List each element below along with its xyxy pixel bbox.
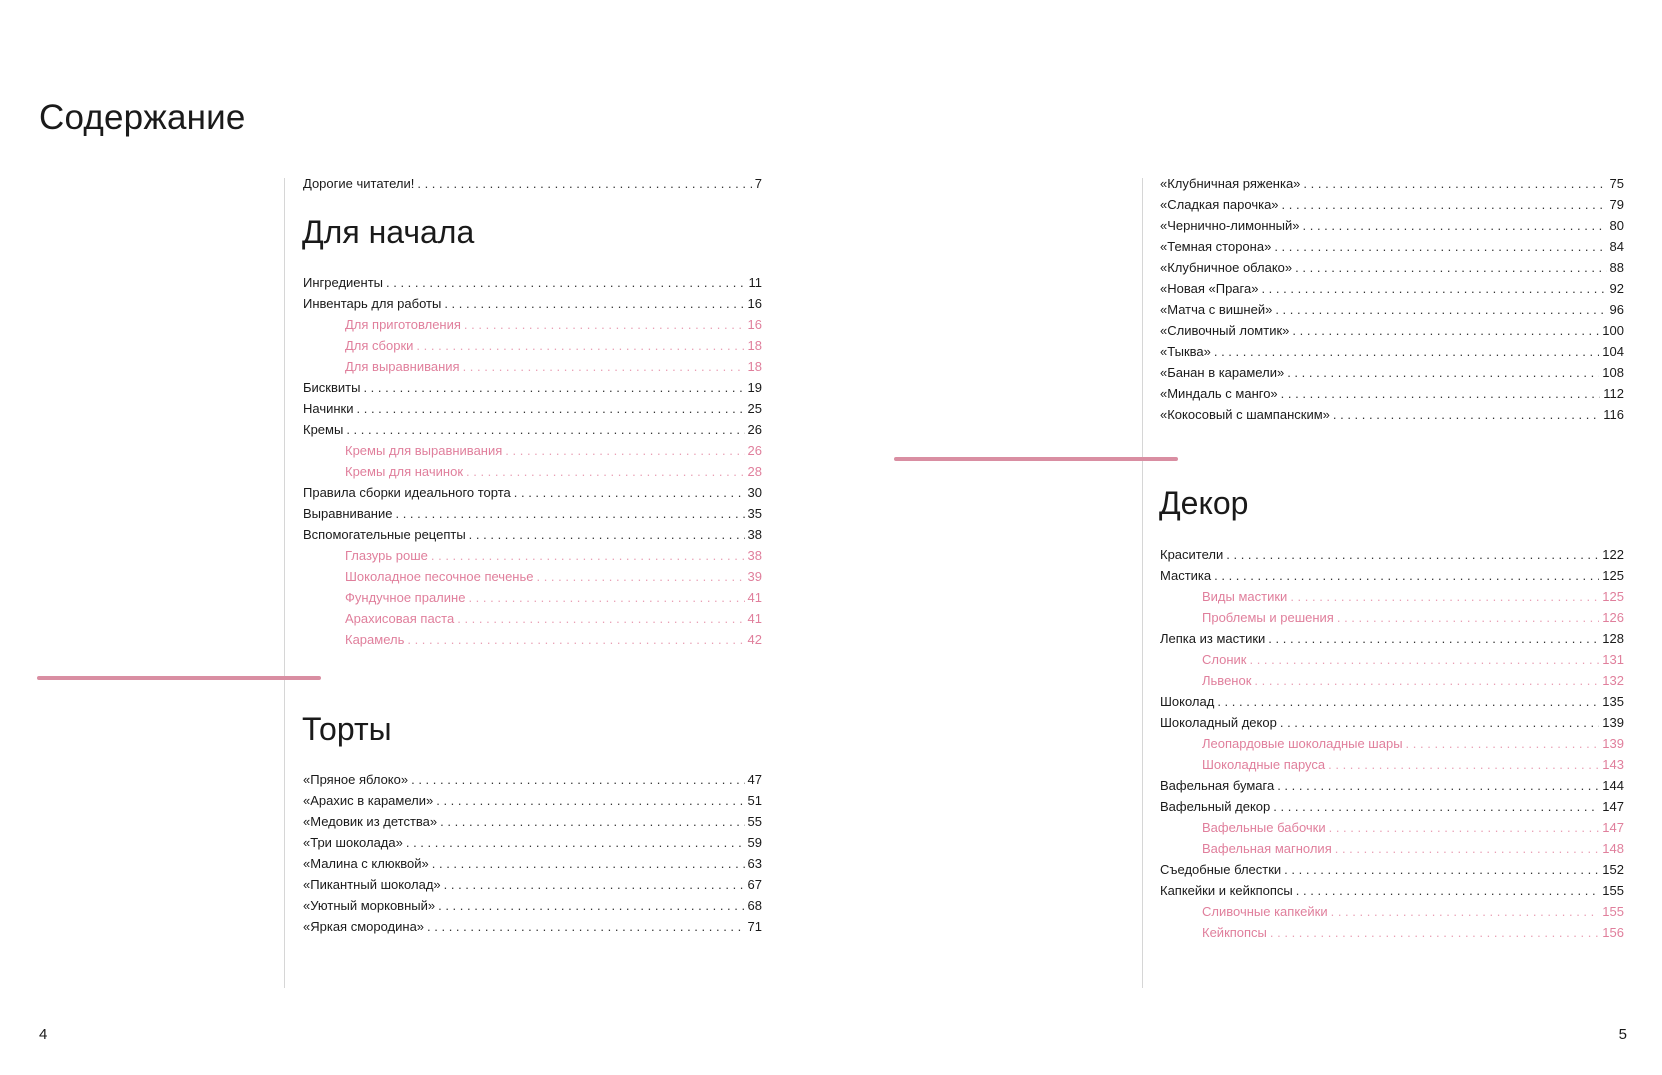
toc-entry-page: 132 <box>1602 673 1624 688</box>
toc-entry-title: «Пряное яблоко» <box>303 772 409 787</box>
toc-entry-page: 104 <box>1602 344 1624 359</box>
toc-entry-title: Для приготовления <box>345 317 461 332</box>
toc-entry <box>1160 341 1624 362</box>
toc-dot-leader <box>463 356 745 377</box>
toc-dot-leader <box>1277 775 1599 796</box>
toc-entry-page: 108 <box>1602 365 1624 380</box>
toc-entry <box>303 524 762 545</box>
toc-entry-title: Для сборки <box>345 338 414 353</box>
toc-entry-page: 25 <box>747 401 762 416</box>
toc-subentry <box>1160 586 1624 607</box>
toc-entry-page: 80 <box>1609 218 1624 233</box>
toc-entry-page: 18 <box>747 359 762 374</box>
right-column-rule <box>1142 178 1143 988</box>
toc-entry-title: «Малина с клюквой» <box>303 856 429 871</box>
toc-entry-page: 51 <box>747 793 762 808</box>
toc-entry-page: 116 <box>1603 407 1624 422</box>
toc-entry-title: Мастика <box>1160 568 1212 583</box>
toc-subentry <box>1160 901 1624 922</box>
toc-entry-page: 88 <box>1609 260 1624 275</box>
toc-entry <box>1160 194 1624 215</box>
accent-rule-left <box>37 676 321 680</box>
toc-dot-leader <box>1217 691 1599 712</box>
toc-dot-leader <box>1290 586 1599 607</box>
toc-entry-page: 125 <box>1602 589 1624 604</box>
toc-dot-leader <box>1303 173 1606 194</box>
toc-subentry <box>303 566 762 587</box>
page-number-left: 4 <box>39 1026 48 1043</box>
toc-dot-leader <box>427 916 745 937</box>
toc-entry-page: 131 <box>1602 652 1624 667</box>
toc-subentry <box>1160 922 1624 943</box>
toc-dot-leader <box>1273 796 1599 817</box>
toc-dot-leader <box>466 461 745 482</box>
toc-entry-page: 155 <box>1602 904 1624 919</box>
toc-entry <box>1160 628 1624 649</box>
toc-entry <box>1160 299 1624 320</box>
toc-entry-page: 19 <box>747 380 762 395</box>
toc-entry-title: «Арахис в карамели» <box>303 793 434 808</box>
toc-dot-leader <box>438 895 744 916</box>
toc-entry-page: 152 <box>1602 862 1624 877</box>
toc-entry-title: Вспомогательные рецепты <box>303 527 466 542</box>
toc-dot-leader <box>536 566 744 587</box>
toc-entry-title: «Три шоколада» <box>303 835 403 850</box>
toc-entry-title: Инвентарь для работы <box>303 296 442 311</box>
toc-dot-leader <box>464 314 745 335</box>
toc-entry-title: «Миндаль с манго» <box>1160 386 1278 401</box>
toc-entry-page: 63 <box>747 856 762 871</box>
toc-entry <box>303 293 762 314</box>
toc-dot-leader <box>457 608 744 629</box>
toc-dot-leader <box>1214 565 1599 586</box>
toc-entry <box>1160 880 1624 901</box>
toc-entry-page: 128 <box>1602 631 1624 646</box>
toc-dot-leader <box>432 853 745 874</box>
toc-entry-page: 68 <box>747 898 762 913</box>
toc-entry <box>303 398 762 419</box>
toc-entry <box>1160 859 1624 880</box>
section-heading-cakes: Торты <box>302 711 392 747</box>
toc-entry-page: 55 <box>747 814 762 829</box>
toc-entry-title: «Уютный морковный» <box>303 898 436 913</box>
toc-subentry <box>1160 607 1624 628</box>
toc-entry-page: 26 <box>747 443 762 458</box>
toc-entry-title: Для выравнивания <box>345 359 460 374</box>
toc-entry-title: Правила сборки идеального торта <box>303 485 511 500</box>
toc-subentry <box>303 629 762 650</box>
toc-dot-leader <box>1275 299 1606 320</box>
toc-entry-page: 96 <box>1609 302 1624 317</box>
toc-dot-leader <box>1295 257 1606 278</box>
toc-entry-title: Красители <box>1160 547 1224 562</box>
toc-entry-title: Шоколадное песочное печенье <box>345 569 534 584</box>
toc-entry-page: 7 <box>754 176 762 191</box>
toc-dot-leader <box>407 629 744 650</box>
toc-decor-list <box>1160 544 1624 943</box>
toc-entry-page: 144 <box>1602 778 1624 793</box>
toc-dot-leader <box>1333 404 1600 425</box>
toc-dot-leader <box>386 272 746 293</box>
toc-entry <box>303 874 762 895</box>
toc-subentry <box>303 545 762 566</box>
toc-entry-title: «Чернично-лимонный» <box>1160 218 1300 233</box>
toc-entry-page: 41 <box>747 590 762 605</box>
toc-dot-leader <box>416 335 744 356</box>
toc-entry-title: Сливочные капкейки <box>1202 904 1328 919</box>
toc-entry-page: 47 <box>747 772 762 787</box>
toc-entry-title: Ингредиенты <box>303 275 383 290</box>
toc-entry-page: 139 <box>1602 715 1624 730</box>
toc-dot-leader <box>1337 607 1599 628</box>
toc-entry-title: Кремы для выравнивания <box>345 443 503 458</box>
toc-entry <box>303 853 762 874</box>
toc-entry-title: «Клубничное облако» <box>1160 260 1293 275</box>
toc-entry-page: 59 <box>747 835 762 850</box>
toc-entry-title: Леопардовые шоколадные шары <box>1202 736 1403 751</box>
toc-start-list <box>303 272 762 650</box>
toc-entry-title: Бисквиты <box>303 380 361 395</box>
toc-entry-page: 139 <box>1602 736 1624 751</box>
toc-dot-leader <box>1292 320 1599 341</box>
toc-entry-title: Выравнивание <box>303 506 393 521</box>
toc-entry <box>1160 544 1624 565</box>
page-title: Содержание <box>39 98 246 137</box>
toc-dot-leader <box>395 503 744 524</box>
toc-entry-title: Дорогие читатели! <box>303 176 415 191</box>
toc-dot-leader <box>1281 383 1601 404</box>
toc-entry <box>1160 236 1624 257</box>
toc-entry-page: 18 <box>747 338 762 353</box>
toc-entry <box>303 895 762 916</box>
toc-subentry <box>1160 649 1624 670</box>
toc-dot-leader <box>469 524 745 545</box>
toc-entry <box>303 377 762 398</box>
toc-entry-title: Кремы <box>303 422 344 437</box>
toc-entry-title: Шоколадный декор <box>1160 715 1277 730</box>
toc-entry-title: Вафельная магнолия <box>1202 841 1332 856</box>
toc-entry-page: 39 <box>747 569 762 584</box>
toc-entry-page: 147 <box>1602 820 1624 835</box>
toc-entry-title: Кейкпопсы <box>1202 925 1267 940</box>
toc-dot-leader <box>357 398 745 419</box>
toc-subentry <box>1160 733 1624 754</box>
toc-entry <box>303 916 762 937</box>
toc-subentry <box>303 587 762 608</box>
toc-entry-title: Кремы для начинок <box>345 464 464 479</box>
toc-entry-page: 38 <box>747 527 762 542</box>
toc-entry-page: 143 <box>1602 757 1624 772</box>
toc-entry-title: Шоколадные паруса <box>1202 757 1326 772</box>
toc-entry-page: 135 <box>1602 694 1624 709</box>
toc-entry-title: Съедобные блестки <box>1160 862 1282 877</box>
toc-subentry <box>303 314 762 335</box>
toc-entry <box>303 482 762 503</box>
toc-dot-leader <box>1303 215 1607 236</box>
toc-entry-page: 35 <box>747 506 762 521</box>
toc-entry-page: 16 <box>747 296 762 311</box>
toc-dot-leader <box>1268 628 1599 649</box>
toc-dot-leader <box>1406 733 1600 754</box>
toc-entry-title: Вафельные бабочки <box>1202 820 1326 835</box>
toc-entry-title: «Яркая смородина» <box>303 919 425 934</box>
toc-entry-page: 100 <box>1602 323 1624 338</box>
toc-entry <box>1160 278 1624 299</box>
toc-entry <box>1160 712 1624 733</box>
toc-dot-leader <box>444 293 744 314</box>
toc-entry-title: Капкейки и кейкпопсы <box>1160 883 1293 898</box>
toc-dot-leader <box>444 874 745 895</box>
toc-dot-leader <box>440 811 744 832</box>
toc-entry <box>1160 565 1624 586</box>
toc-dot-leader <box>417 173 751 194</box>
section-heading-decor: Декор <box>1159 485 1249 521</box>
toc-entry-title: Виды мастики <box>1202 589 1288 604</box>
toc-dot-leader <box>346 419 744 440</box>
toc-dot-leader <box>468 587 744 608</box>
toc-dot-leader <box>363 377 744 398</box>
section-heading-start: Для начала <box>302 214 475 250</box>
toc-entry-page: 71 <box>747 919 762 934</box>
toc-entry-title: Слоник <box>1202 652 1247 667</box>
toc-entry-page: 147 <box>1602 799 1624 814</box>
toc-dot-leader <box>406 832 745 853</box>
toc-entry-title: «Банан в карамели» <box>1160 365 1285 380</box>
toc-dot-leader <box>1280 712 1599 733</box>
toc-cakes-continued-list <box>1160 173 1624 425</box>
toc-subentry <box>303 440 762 461</box>
toc-dot-leader <box>1214 341 1599 362</box>
toc-entry-title: Вафельная бумага <box>1160 778 1275 793</box>
toc-entry-title: «Темная сторона» <box>1160 239 1272 254</box>
toc-subentry <box>1160 817 1624 838</box>
toc-entry-page: 148 <box>1602 841 1624 856</box>
toc-dot-leader <box>1274 236 1606 257</box>
toc-dot-leader <box>1261 278 1606 299</box>
toc-entry <box>303 272 762 293</box>
toc-entry <box>1160 173 1624 194</box>
toc-entry-page: 26 <box>747 422 762 437</box>
toc-subentry <box>303 461 762 482</box>
toc-dot-leader <box>1335 838 1600 859</box>
toc-entry-title: Шоколад <box>1160 694 1215 709</box>
toc-entry <box>1160 215 1624 236</box>
toc-dot-leader <box>1296 880 1600 901</box>
toc-entry-page: 41 <box>747 611 762 626</box>
toc-entry-title: «Клубничная ряженка» <box>1160 176 1301 191</box>
toc-dot-leader <box>1284 859 1599 880</box>
toc-entry <box>303 173 762 194</box>
toc-entry-title: Львенок <box>1202 673 1252 688</box>
left-column-rule <box>284 178 285 988</box>
toc-entry-page: 122 <box>1602 547 1624 562</box>
toc-dot-leader <box>1329 817 1600 838</box>
toc-entry-title: Вафельный декор <box>1160 799 1271 814</box>
toc-entry <box>1160 257 1624 278</box>
toc-dot-leader <box>1249 649 1599 670</box>
toc-entry <box>1160 362 1624 383</box>
toc-entry-title: «Сладкая парочка» <box>1160 197 1279 212</box>
toc-dot-leader <box>431 545 745 566</box>
toc-entry-page: 38 <box>747 548 762 563</box>
toc-entry <box>1160 404 1624 425</box>
toc-entry-title: «Сливочный ломтик» <box>1160 323 1290 338</box>
toc-entry-title: Начинки <box>303 401 354 416</box>
toc-dot-leader <box>514 482 745 503</box>
toc-subentry <box>1160 754 1624 775</box>
toc-dot-leader <box>1226 544 1599 565</box>
toc-entry <box>303 769 762 790</box>
toc-entry <box>1160 320 1624 341</box>
toc-entry-page: 126 <box>1602 610 1624 625</box>
toc-entry <box>303 811 762 832</box>
toc-entry-page: 42 <box>747 632 762 647</box>
toc-entry-page: 84 <box>1609 239 1624 254</box>
toc-entry <box>303 503 762 524</box>
toc-entry-page: 125 <box>1602 568 1624 583</box>
toc-entry-title: «Тыква» <box>1160 344 1211 359</box>
accent-rule-right <box>894 457 1178 461</box>
toc-dot-leader <box>1287 362 1599 383</box>
toc-subentry <box>1160 838 1624 859</box>
toc-entry-title: Лепка из мастики <box>1160 631 1266 646</box>
toc-entry <box>303 832 762 853</box>
toc-entry-title: «Пикантный шоколад» <box>303 877 441 892</box>
toc-entry-page: 79 <box>1609 197 1624 212</box>
toc-entry <box>303 790 762 811</box>
toc-entry-page: 156 <box>1602 925 1624 940</box>
toc-subentry <box>303 356 762 377</box>
toc-subentry <box>1160 670 1624 691</box>
toc-intro-list <box>303 173 762 194</box>
toc-entry-title: «Матча с вишней» <box>1160 302 1273 317</box>
toc-entry-title: Фундучное пралине <box>345 590 466 605</box>
toc-entry-page: 28 <box>747 464 762 479</box>
toc-entry-page: 30 <box>747 485 762 500</box>
toc-dot-leader <box>1328 754 1599 775</box>
toc-entry-title: Глазурь роше <box>345 548 428 563</box>
toc-dot-leader <box>1282 194 1607 215</box>
toc-entry <box>303 419 762 440</box>
toc-dot-leader <box>1331 901 1600 922</box>
toc-entry-page: 112 <box>1603 386 1624 401</box>
toc-dot-leader <box>436 790 744 811</box>
toc-cakes-list <box>303 769 762 937</box>
toc-entry-title: «Медовик из детства» <box>303 814 438 829</box>
toc-entry-page: 11 <box>748 275 762 290</box>
toc-entry-title: «Новая «Прага» <box>1160 281 1259 296</box>
toc-entry-title: Проблемы и решения <box>1202 610 1334 625</box>
toc-entry-page: 75 <box>1609 176 1624 191</box>
toc-entry-title: «Кокосовый с шампанским» <box>1160 407 1330 422</box>
toc-entry <box>1160 796 1624 817</box>
toc-dot-leader <box>505 440 744 461</box>
toc-entry-title: Арахисовая паста <box>345 611 455 626</box>
toc-entry <box>1160 691 1624 712</box>
toc-subentry <box>303 335 762 356</box>
toc-dot-leader <box>411 769 744 790</box>
toc-dot-leader <box>1254 670 1599 691</box>
toc-entry <box>1160 775 1624 796</box>
toc-dot-leader <box>1270 922 1599 943</box>
toc-entry-page: 67 <box>747 877 762 892</box>
toc-subentry <box>303 608 762 629</box>
toc-entry-page: 92 <box>1609 281 1624 296</box>
toc-entry-page: 155 <box>1602 883 1624 898</box>
toc-entry <box>1160 383 1624 404</box>
toc-entry-page: 16 <box>747 317 762 332</box>
toc-entry-title: Карамель <box>345 632 405 647</box>
page-number-right: 5 <box>1618 1026 1627 1043</box>
